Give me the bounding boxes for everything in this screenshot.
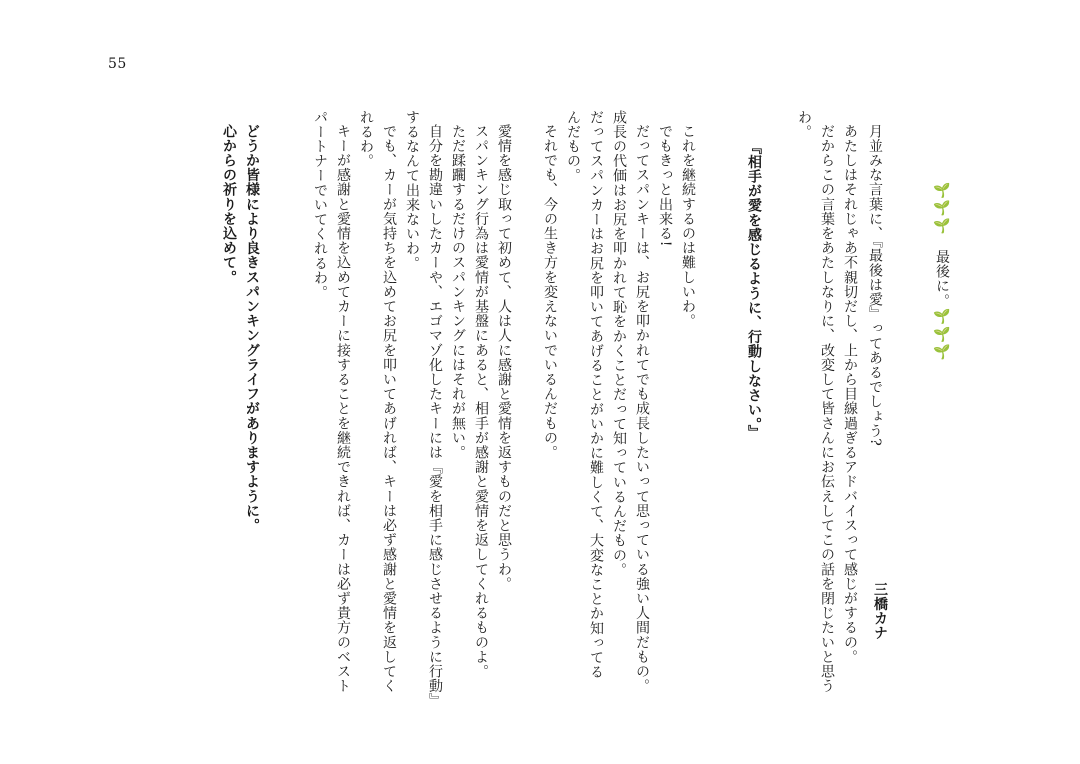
body-line-8: 愛情を感じ取って初めて、人は人に感謝と愛情を返すものだと思うわ。 xyxy=(496,124,512,592)
closing-line-2: 心からの祈りを込めて。 xyxy=(221,124,237,285)
body-line-13: でも、カーが気持ちを込めてお尻を叩いてあげれば、キーは必ず感謝と愛情を返してく xyxy=(381,124,397,694)
body-line-7: それでも、今の生き方を変えないでいるんだもの。 xyxy=(542,124,558,460)
body-line-14: れるわ。 xyxy=(358,110,374,169)
intro-line-3: だからこの言葉をあたしなりに、改変して皆さんにお伝えしてこの話を閉じたいと思う xyxy=(819,124,835,694)
callout-quote: 『相手が愛を感じるように、行動しなさい。』 xyxy=(746,140,762,440)
body-line-9: スパンキング行為は愛情が基盤にあると、相手が感謝と愛情を返してくれるものよ。 xyxy=(473,124,489,679)
body-line-1: これを継続するのは難しいわ。 xyxy=(680,124,696,329)
body-line-4: 成長の代価はお尻を叩かれて恥をかくことだって知っているんだもの。 xyxy=(611,110,627,578)
page-number: 55 xyxy=(108,56,127,72)
body-line-10: ただ蹂躙するだけのスパンキングにはそれが無い。 xyxy=(450,124,466,460)
closing-line-1: どうか皆様により良きスパンキングライフがありますように。 xyxy=(244,124,260,533)
intro-line-2: あたしはそれじゃあ不親切だし、上から目線過ぎるアドバイスって感じがするの。 xyxy=(842,124,858,665)
body-line-12: するなんて出来ないわ。 xyxy=(404,110,420,271)
body-line-11: 自分を勘違いしたカーや、エゴマゾ化したキーには『愛を相手に感じさせるように行動』 xyxy=(427,124,443,708)
body-line-16: パートナーでいてくれるわ。 xyxy=(312,110,328,300)
body-line-6: んだもの。 xyxy=(565,110,581,183)
author-signature: 三橋カナ xyxy=(872,582,888,641)
body-line-5: だってスパンカーはお尻を叩いてあげることがいかに難しくて、大変なことか知ってる xyxy=(588,110,604,680)
body-line-3: だってスパンキーは、お尻を叩かれてでも成長したいって思っている強い人間だもの。 xyxy=(634,124,650,694)
body-line-2: でもきっと出来る! xyxy=(657,124,673,248)
intro-line-1: 月並みな言葉に、『最後は愛』ってあるでしょう? xyxy=(867,124,883,447)
intro-line-4: わ。 xyxy=(796,110,812,140)
section-heading: 🌱🌱🌱 最後に。🌱🌱🌱 xyxy=(934,182,950,362)
body-line-15: キーが感謝と愛情を込めてカーに接することを継続できれば、カーは必ず貴方のベスト xyxy=(335,124,351,694)
